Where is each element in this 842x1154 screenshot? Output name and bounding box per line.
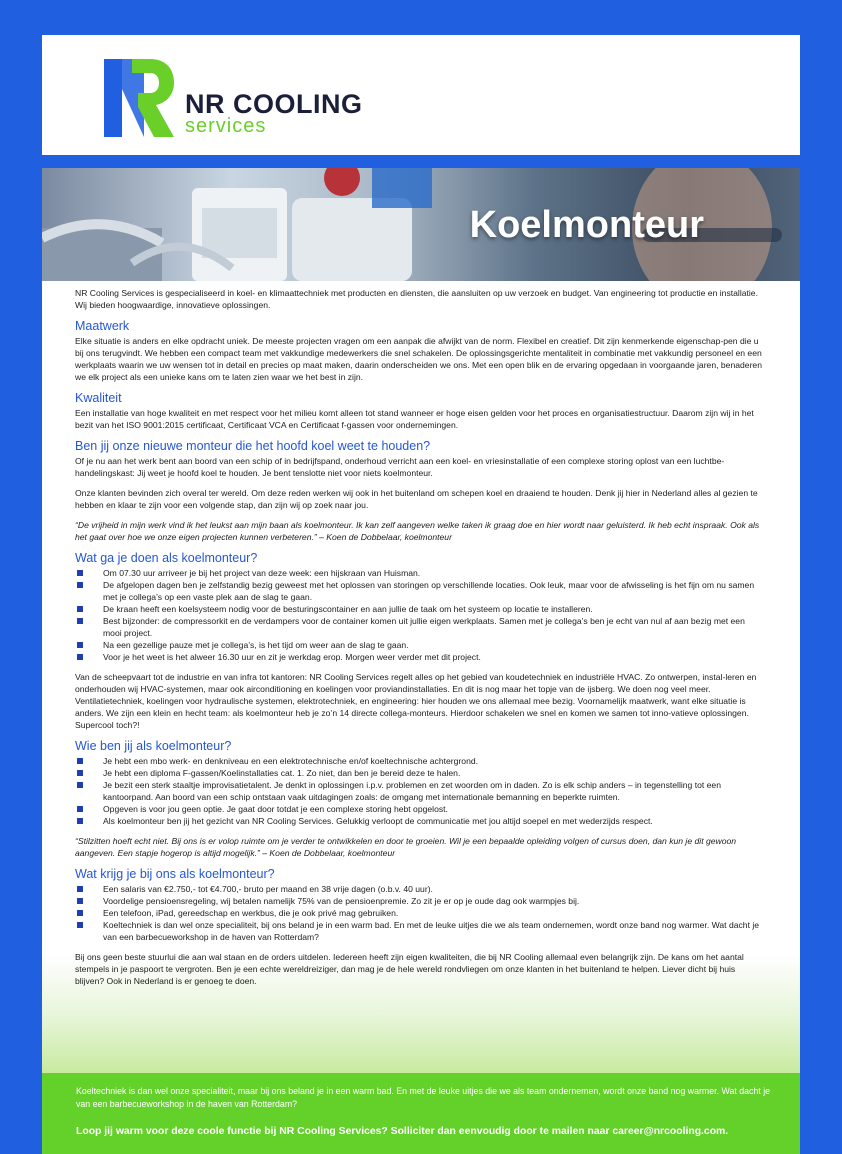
wie-quote: “Stilzitten hoeft echt niet. Bij ons is er volop ruimte om je verder te ontwikkelen en door te groeien. Wil je een bepaalde opleiding volgen of cursus doen, dan kun je dit gewoon aangeven. Een stapje hogerop is altijd mogelijk.” – Koen de Dobbelaar, koelmonteur [75,836,737,858]
heading-monteur: Ben jij onze nieuwe monteur die het hoofd koel weet te houden? [75,439,431,453]
list-item: De kraan heeft een koelsysteem nodig voor de besturingscontainer en aan jullie de taak om het systeem op locatie te installeren. [75,603,765,615]
footer-banner [42,1073,800,1154]
header [42,35,800,155]
heading-wie: Wie ben jij als koelmonteur? [75,739,232,753]
list-item: Best bijzonder: de compressorkit en de verdampers voor de container komen uit jullie eigen werkplaats. Samen met je collega’s ben je echt van nul af aan bezig met een mooi project. [75,615,765,639]
intro-text: NR Cooling Services is gespecialiseerd in koel- en klimaattechniek met producten en diensten, die aansluiten op uw verzoek en budget. Van engineering tot productie en installatie. Wij bieden hoogwaardige, innovatieve oplossingen. [75,288,758,310]
list-item: Een salaris van €2.750,- tot €4.700,- bruto per maand en 38 vrije dagen (o.b.v. 40 uur). [75,883,765,895]
kwaliteit-text: Een installatie van hoge kwaliteit en met respect voor het milieu komt alleen tot stand wanneer er hoge eisen gelden voor het proces en organisatiestructuur. Daarom zijn wij in het bezit van het ISO 9001:2015 certificaat, Certificaat VCA en Certificaat f-gassen voor ondernemingen. [75,408,754,430]
list-item: De afgelopen dagen ben je zelfstandig bezig geweest met het oplossen van storingen op verschillende locaties. Ook leuk, maar voor de afwisseling is het fijn om nu samen met je collega’s op een vaste plek aan de slag te gaan. [75,579,765,603]
monteur-quote: “De vrijheid in mijn werk vind ik het leukst aan mijn baan als koelmonteur. Ik kan zelf aangeven welke taken ik graag doe en hier wordt naar geluisterd. Ik heb echt inspraak. Ook als het gaat over hoe we onze eigen projecten kunnen verbeteren.” – Koen de Dobbelaar, koelmonteur [75,520,760,542]
list-item: Voor je het weet is het alweer 16.30 uur en zit je werkdag erop. Morgen weer verder met dit project. [75,651,765,663]
heading-krijg: Wat krijg je bij ons als koelmonteur? [75,867,275,881]
content-inner [75,287,765,995]
footer-text: Koeltechniek is dan wel onze specialiteit, maar bij ons beland je in een warm bad. En met de leuke uitjes die we als team ondernemen, wordt onze band nog warmer. Wat dacht je van een barbecueworkshop in de haven van Rotterdam? [76,1086,771,1109]
wie-list [75,755,765,827]
list-item: Een telefoon, iPad, gereedschap en werkbus, die je ook privé mag gebruiken. [75,907,765,919]
list-item: Na een gezellige pauze met je collega’s, is het tijd om weer aan de slag te gaan. [75,639,765,651]
list-item: Als koelmonteur ben jij het gezicht van NR Cooling Services. Gelukkig verloopt de communicatie met jou altijd soepel en met wederzijds respect. [75,815,765,827]
hero-banner [42,168,800,281]
heading-kwaliteit: Kwaliteit [75,391,122,405]
list-item: Om 07.30 uur arriveer je bij het project van deze week: een hijskraan van Huisman. [75,567,765,579]
footer-cta: Loop jij warm voor deze coole functie bij NR Cooling Services? Solliciter dan eenvoudig door te mailen naar career@nrcooling.com. [76,1126,729,1137]
list-item: Koeltechniek is dan wel onze specialiteit, bij ons beland je in een warm bad. En met de leuke uitjes die we als team ondernemen, wordt onze band nog warmer. Wat dacht je van een barbecueworkshop in de haven van Rotterdam? [75,919,765,943]
krijg-list [75,883,765,943]
list-item: Opgeven is voor jou geen optie. Je gaat door totdat je een complexe storing hebt opgelost. [75,803,765,815]
krijg-outro-text: Bij ons geen beste stuurlui die aan wal staan en de orders uitdelen. Iedereen heeft zijn eigen kwaliteiten, die bij NR Cooling allemaal even belangrijk zijn. De kans om het aantal stempels in je paspoort te vergroten. Ben je een echte wereldreiziger, dan mag je de hele wereld rondvliegen om onze klanten in het buitenland te helpen. Liever dicht bij huis blijven? Ook in Nederland is er genoeg te doen. [75,952,744,986]
list-item: Voordelige pensioensregeling, wij betalen namelijk 75% van de pensioenpremie. Zo zit je er op je oude dag ook warmpjes bij. [75,895,765,907]
doen-list [75,567,765,663]
doen-after-text: Van de scheepvaart tot de industrie en van infra tot kantoren: NR Cooling Services regelt alles op het gebied van koudetechniek en industriële HVAC. Zo ontwerpen, instal-leren en onderhouden wij HVAC-systemen, maar ook airconditioning en koelingen voor proviandinstallaties. En dit is nog maar het topje van de ijsberg. We doen nog veel meer. Ventilatietechniek, koelingen voor hydraulische systemen, elektrotechniek, en engineering: hier houden we ons allemaal mee bezig. Voornamelijk maatwerk, want elke situatie is anders. We zijn een klein en hecht team: als koelmonteur heb je zo’n 14 directe collega-monteurs. Hierdoor schakelen we snel en komen we samen tot inno-vatieve oplossingen. Supercool toch?! [75,672,757,730]
hero-title: Koelmonteur [469,204,704,246]
list-item: Je hebt een mbo werk- en denkniveau en een elektrotechnische en/of koeltechnische achtergrond. [75,755,765,767]
maatwerk-text: Elke situatie is anders en elke opdracht uniek. De meeste projecten vragen om een aanpak die afwijkt van de norm. Flexibel en creatief. Dit zijn kenmerkende eigenschap-pen die u bij ons terugvindt. We hebben een compact team met vakkundige medewerkers die snel schakelen. De oplossingsgerichte mentaliteit in combinatie met vakkundig personeel en een werkplaats waarin we uw wensen tot in detail en precies op maat maken, daarin onderscheiden we ons. Met een open blik en de ervaring opgedaan in voorgaande jaren, benaderen we elk project als een unieke kans om te laten zien waar we het best in zijn. [75,336,762,382]
monteur-text-1: Of je nu aan het werk bent aan boord van een schip of in bedrijfspand, onderhoud verricht aan een koel- en vriesinstallatie of een complexe storing oplost van een luchtbe-handelingskast: Jij weet je hoofd koel te houden. Je bent tenslotte niet voor niets koelmonteur. [75,456,725,478]
logo-name: NR COOLING [185,89,363,119]
heading-maatwerk: Maatwerk [75,319,130,333]
content-area [42,281,800,1073]
logo-subtitle: services [185,115,267,137]
list-item: Je bezit een sterk staaltje improvisatietalent. Je denkt in oplossingen i.p.v. problemen en zet woorden om in daden. Zo is elk schip anders – in tegenstelling tot een kantoorpand. Aan boord van een schip ontstaan vaak uitdagingen zoals: de omgang met internationale bemanning en beperkte ruimten. [75,779,765,803]
list-item: Je hebt een diploma F-gassen/Koelinstallaties cat. 1. Zo niet, dan ben je bereid deze te halen. [75,767,765,779]
heading-doen: Wat ga je doen als koelmonteur? [75,551,258,565]
nr-logo-icon [104,59,174,137]
monteur-text-2: Onze klanten bevinden zich overal ter wereld. Om deze reden werken wij ook in het buitenland om schepen koel en draaiend te houden. Denk jij hier in Nederland alles al gezien te hebben en klaar te zijn voor een volgende stap, dan zijn wij op zoek naar jou. [75,488,758,510]
